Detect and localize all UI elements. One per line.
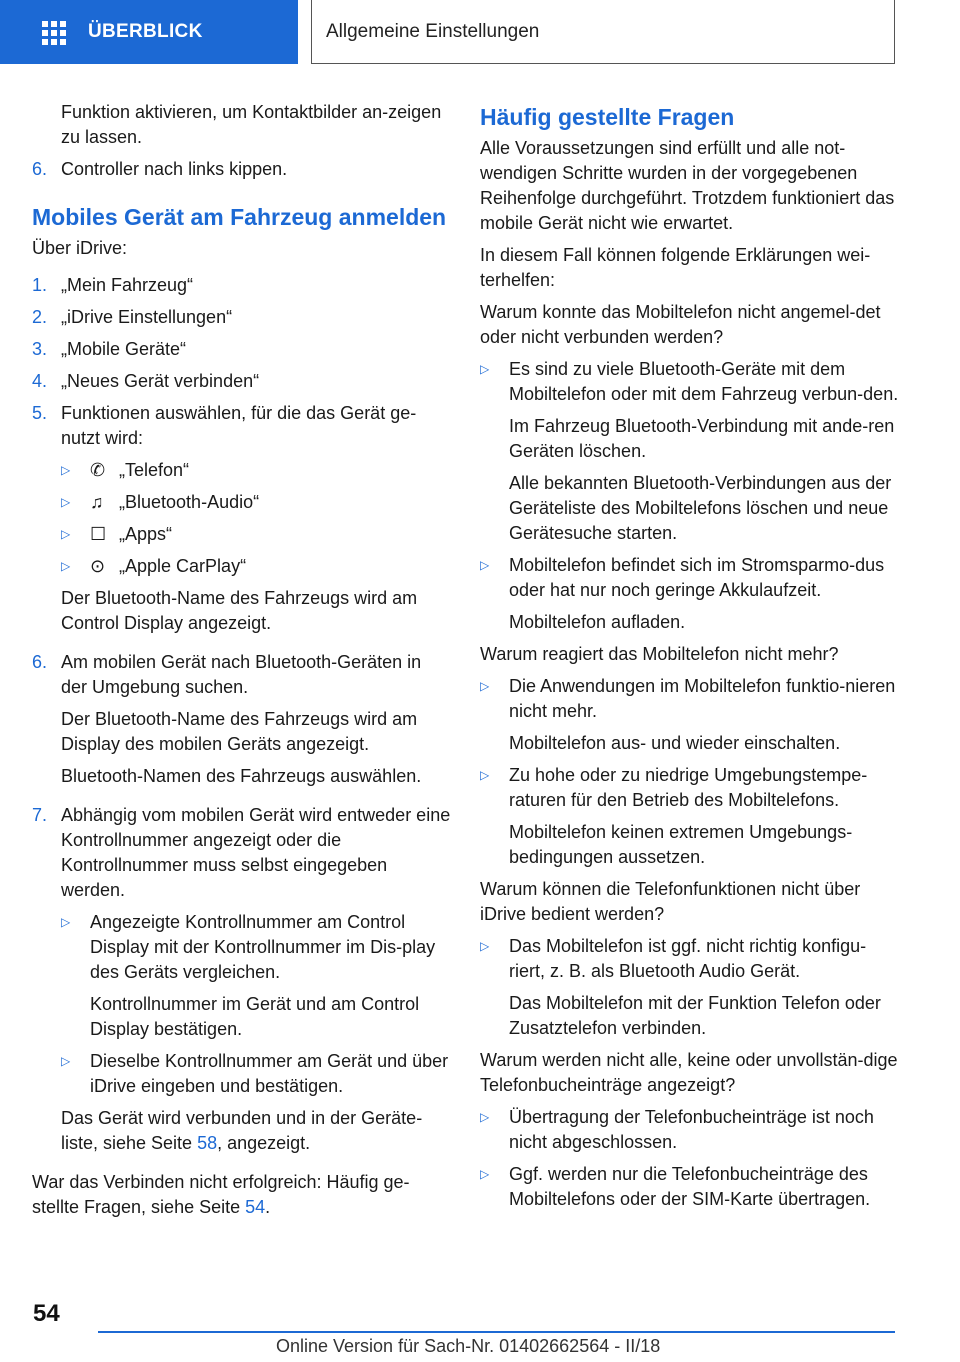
answer-text: Mobiltelefon befindet sich im Stromsparmo-dus oder hat nur noch geringe Akkulaufzeit. [509, 555, 885, 600]
page-link-58[interactable]: 58 [197, 1133, 218, 1153]
step-number: 6. [32, 159, 48, 179]
faq-answer [480, 934, 900, 1041]
via-label: Über iDrive: [32, 238, 128, 258]
option-item [61, 458, 452, 483]
sub-item [61, 910, 452, 1042]
faq-question: Warum reagiert das Mobiltelefon nicht mehr? [480, 644, 839, 664]
step-number: 2. [32, 307, 48, 327]
step-note: Bluetooth-Namen des Fahrzeugs auswählen. [61, 766, 422, 786]
answer-text: Ggf. werden nur die Telefonbucheinträge des Mobiltelefons oder der SIM-Karte übertragen. [509, 1164, 871, 1209]
step-item [32, 401, 452, 643]
section-title: Allgemeine Einstellungen [326, 20, 540, 42]
phone-icon: ✆ [90, 460, 106, 480]
faq-intro-2: In diesem Fall können folgende Erklärungen wei-terhelfen: [480, 245, 871, 290]
carplay-icon: ⊙ [90, 556, 106, 576]
bullet-triangle-icon: ▷ [480, 679, 490, 693]
step-number: 5. [32, 403, 48, 423]
step-item [32, 650, 452, 796]
section-heading: Mobiles Gerät am Fahrzeug anmelden [32, 204, 447, 230]
online-version-note: Online Version für Sach-Nr. 01402662564 - II/18 [276, 1336, 661, 1356]
answer-text: Zu hohe oder zu niedrige Umgebungstempe-raturen für den Betrieb des Mobiltelefons. [509, 765, 868, 810]
bullet-triangle-icon: ▷ [61, 495, 71, 509]
answer-text: Die Anwendungen im Mobiltelefon funktio-nieren nicht mehr. [509, 676, 896, 721]
faq-question: Warum können die Telefonfunktionen nicht über iDrive bedient werden? [480, 879, 861, 924]
faq-question: Warum konnte das Mobiltelefon nicht angemel-det oder nicht verbunden werden? [480, 302, 881, 347]
footer-divider [98, 1331, 895, 1333]
step-text: Controller nach links kippen. [61, 159, 288, 179]
apps-square-icon: ☐ [90, 524, 107, 544]
failure-text: War das Verbinden nicht erfolgreich: Häufig ge-stellte Fragen, siehe Seite [32, 1172, 410, 1217]
bullet-triangle-icon: ▷ [480, 1167, 490, 1181]
bullet-triangle-icon: ▷ [480, 939, 490, 953]
overview-label: ÜBERBLICK [88, 21, 203, 42]
option-label: „Apps“ [119, 524, 173, 544]
faq-question: Warum werden nicht alle, keine oder unvollstän-dige Telefonbucheinträge angezeigt? [480, 1050, 898, 1095]
step-number: 7. [32, 805, 48, 825]
bullet-triangle-icon: ▷ [480, 558, 490, 572]
page-link-54[interactable]: 54 [245, 1197, 266, 1217]
step-item [32, 273, 452, 298]
result-text-end: , angezeigt. [217, 1133, 311, 1153]
faq-intro: Alle Voraussetzungen sind erfüllt und alle not-wendigen Schritte wurden in der vorgegebenen Reihenfolge durchgeführt. Trotzdem funktioniert das mobile Gerät nicht wie erwartet. [480, 138, 895, 233]
intro-continued: Funktion aktivieren, um Kontaktbilder an-zeigen zu lassen. [61, 102, 442, 147]
answer-text: Übertragung der Telefonbucheinträge ist noch nicht abgeschlossen. [509, 1107, 874, 1152]
step-text: Am mobilen Gerät nach Bluetooth-Geräten in der Umgebung suchen. [61, 652, 422, 697]
faq-heading: Häufig gestellte Fragen [480, 104, 735, 130]
answer-note: Im Fahrzeug Bluetooth-Verbindung mit ande-ren Geräten löschen. [509, 416, 895, 461]
step-text: Abhängig vom mobilen Gerät wird entweder eine Kontrollnummer angezeigt oder die Kontrollnummer muss selbst eingegeben werden. [61, 805, 451, 900]
step-item [32, 803, 452, 1163]
answer-note: Mobiltelefon keinen extremen Umgebungs-bedingungen aussetzen. [509, 822, 853, 867]
faq-answer [480, 1105, 900, 1155]
overview-tab[interactable] [0, 0, 298, 64]
faq-answer [480, 674, 900, 756]
answer-text: Es sind zu viele Bluetooth-Geräte mit dem Mobiltelefon oder mit dem Fahrzeug verbun-den. [509, 359, 899, 404]
answer-note: Das Mobiltelefon mit der Funktion Telefon oder Zusatztelefon verbinden. [509, 993, 881, 1038]
step-result [61, 1106, 452, 1156]
option-item [61, 522, 452, 547]
step-text: „iDrive Einstellungen“ [61, 307, 233, 327]
step-text: „Neues Gerät verbinden“ [61, 371, 260, 391]
bullet-triangle-icon: ▷ [61, 1054, 71, 1068]
bullet-triangle-icon: ▷ [61, 463, 71, 477]
faq-answer [480, 357, 900, 546]
sub-item [61, 1049, 452, 1099]
step-note: Der Bluetooth-Name des Fahrzeugs wird am Control Display angezeigt. [61, 588, 418, 633]
step-item [32, 369, 452, 394]
answer-note: Mobiltelefon aufladen. [509, 612, 686, 632]
faq-answer [480, 763, 900, 870]
bullet-triangle-icon: ▷ [480, 362, 490, 376]
option-item [61, 490, 452, 515]
step-item [32, 305, 452, 330]
step-number: 1. [32, 275, 48, 295]
result-text: Das Gerät wird verbunden und in der Geräte-liste, siehe Seite [61, 1108, 423, 1153]
page-number: 54 [33, 1300, 60, 1327]
step-text: „Mein Fahrzeug“ [61, 275, 194, 295]
step-number: 4. [32, 371, 48, 391]
step-number: 3. [32, 339, 48, 359]
sub-text: Angezeigte Kontrollnummer am Control Display mit der Kontrollnummer im Dis-play des Geräts vergleichen. [90, 912, 436, 982]
bullet-triangle-icon: ▷ [61, 527, 71, 541]
answer-note: Alle bekannten Bluetooth-Verbindungen aus der Geräteliste des Mobiltelefons löschen und neue Gerätesuche starten. [509, 473, 892, 543]
music-note-icon: ♫ [90, 492, 104, 512]
step-text: Funktionen auswählen, für die das Gerät ge-nutzt wird: [61, 403, 417, 448]
step-item [32, 157, 452, 182]
answer-text: Das Mobiltelefon ist ggf. nicht richtig konfigu-riert, z. B. als Bluetooth Audio Gerät. [509, 936, 867, 981]
option-item [61, 554, 452, 579]
answer-note: Mobiltelefon aus- und wieder einschalten. [509, 733, 841, 753]
right-column [480, 100, 900, 1219]
failure-text-end: . [265, 1197, 271, 1217]
step-number: 6. [32, 652, 48, 672]
left-column [32, 100, 452, 1227]
step-item [32, 337, 452, 362]
step-text: „Mobile Geräte“ [61, 339, 187, 359]
faq-answer [480, 553, 900, 635]
sub-note: Kontrollnummer im Gerät und am Control Display bestätigen. [90, 994, 420, 1039]
option-label: „Apple CarPlay“ [119, 556, 247, 576]
bullet-triangle-icon: ▷ [480, 1110, 490, 1124]
option-label: „Bluetooth-Audio“ [119, 492, 260, 512]
faq-answer [480, 1162, 900, 1212]
sub-text: Dieselbe Kontrollnummer am Gerät und über iDrive eingeben und bestätigen. [90, 1051, 449, 1096]
bullet-triangle-icon: ▷ [61, 559, 71, 573]
bullet-triangle-icon: ▷ [480, 768, 490, 782]
option-label: „Telefon“ [119, 460, 190, 480]
section-header [311, 0, 895, 64]
bullet-triangle-icon: ▷ [61, 915, 71, 929]
grid-menu-icon [42, 21, 66, 43]
failure-note [32, 1170, 452, 1220]
step-note: Der Bluetooth-Name des Fahrzeugs wird am Display des mobilen Geräts angezeigt. [61, 709, 418, 754]
